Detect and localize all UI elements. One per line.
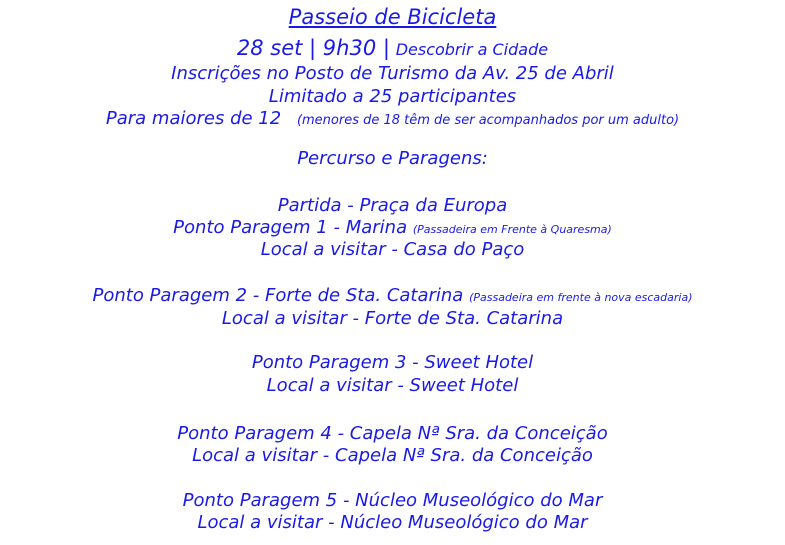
stop-4-name: Ponto Paragem 4 - Capela Nª Sra. da Conceição	[177, 423, 608, 444]
stop-2-visit: Local a visitar - Forte de Sta. Catarina	[221, 308, 564, 329]
stop-2-name-line	[0, 285, 785, 309]
event-name: Descobrir a Cidade	[395, 40, 549, 59]
stop-5-visit: Local a visitar - Núcleo Museológico do Mar	[197, 512, 588, 533]
stop-1-name-line	[0, 217, 785, 241]
age-line	[0, 108, 785, 132]
stop-2-name: Ponto Paragem 2 - Forte de Sta. Catarina	[92, 285, 464, 306]
date-time-line	[0, 37, 785, 61]
age-note: (menores de 18 têm de ser acompanhados por um adulto)	[296, 113, 680, 128]
stop-1-name: Ponto Paragem 1 - Marina	[173, 217, 408, 238]
stop-2-note: (Passadeira em frente à nova escadaria)	[469, 291, 693, 304]
stop-1-visit: Local a visitar - Casa do Paço	[260, 239, 525, 260]
age-requirement: Para maiores de 12	[105, 108, 282, 129]
stop-5-name: Ponto Paragem 5 - Núcleo Museológico do Mar	[182, 490, 603, 511]
participant-limit: Limitado a 25 participantes	[268, 86, 517, 107]
stop-3-name: Ponto Paragem 3 - Sweet Hotel	[251, 352, 534, 373]
page-title: Passeio de Bicicleta	[288, 5, 497, 29]
route-start: Partida - Praça da Europa	[277, 195, 508, 216]
date-time: 28 set | 9h30 |	[236, 36, 390, 60]
stop-1-note: (Passadeira em Frente à Quaresma)	[412, 223, 612, 236]
route-heading: Percurso e Paragens:	[297, 148, 488, 169]
stop-4-visit: Local a visitar - Capela Nª Sra. da Conceição	[192, 445, 593, 466]
stop-3-visit: Local a visitar - Sweet Hotel	[266, 375, 519, 396]
registration-info: Inscrições no Posto de Turismo da Av. 25 de Abril	[171, 63, 614, 84]
